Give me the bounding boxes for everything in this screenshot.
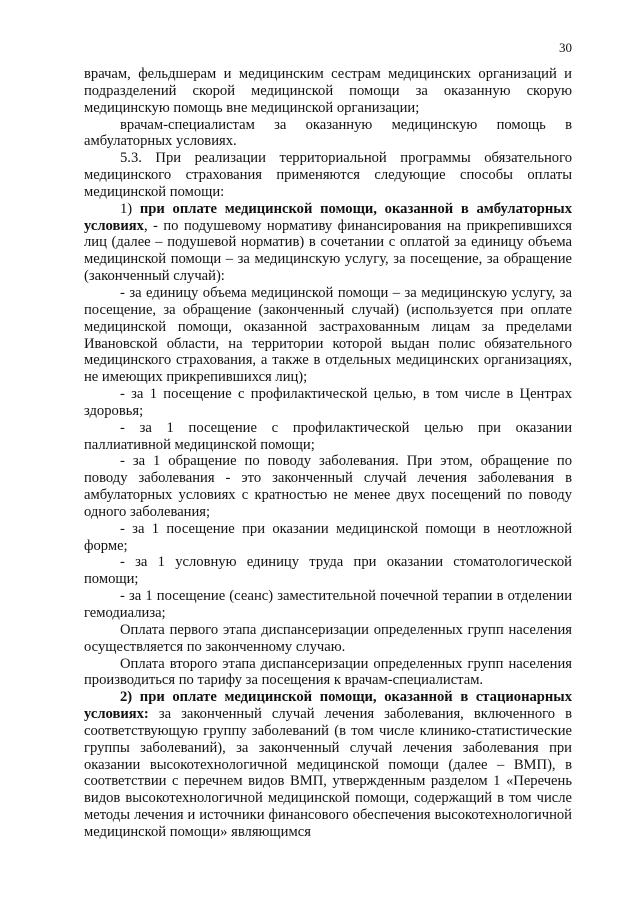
paragraph-text: врачам-специалистам за оказанную медицинскую помощь в амбулаторных условиях.	[84, 116, 572, 150]
document-body	[84, 66, 572, 841]
paragraph-outpatient-payment	[84, 201, 572, 285]
list-item-urgent-visit	[84, 521, 572, 555]
paragraph-text: - за 1 посещение с профилактической целью при оказании паллиативной медицинской помощи;	[84, 419, 572, 453]
paragraph-text: - за единицу объема медицинской помощи – за медицинскую услугу, за посещение, за обращение (законченный случай) (используется при оплате медицинской помощи, оказанной застрахованным лицам за пределами Ивановской области, на территории которой выдан полис обязательного медицинского страхования, а также в отдельных медицинских организациях, не имеющих прикрепившихся лиц);	[84, 284, 572, 386]
page-number: 30	[559, 40, 572, 55]
list-item-preventive-visit	[84, 386, 572, 420]
list-item-disease-appeal	[84, 453, 572, 520]
paragraph-text: - за 1 обращение по поводу заболевания. При этом, обращение по поводу заболевания - это законченный случай лечения заболевания в амбулаторных условиях с кратностью не менее двух посещений по поводу одного заболевания;	[84, 453, 572, 520]
paragraph-specialists	[84, 117, 572, 151]
paragraph-text: врачам, фельдшерам и медицинским сестрам медицинских организаций и подразделений скорой медицинской помощи за оказанную скорую медицинскую помощь вне медицинской организации;	[84, 66, 572, 116]
paragraph-text: Оплата второго этапа диспансеризации определенных групп населения производиться по тарифу за посещения к врачам-специалистам.	[84, 655, 572, 689]
paragraph-bold-lead: при оплате медицинской помощи, оказанной в амбулаторных условиях	[84, 200, 572, 234]
list-item-dental-unit	[84, 554, 572, 588]
paragraph-text: - за 1 условную единицу труда при оказании стоматологической помощи;	[84, 554, 572, 588]
paragraph-text: - за 1 посещение при оказании медицинской помощи в неотложной форме;	[84, 520, 572, 554]
paragraph-dispensary-stage-1	[84, 622, 572, 656]
paragraph-inpatient-payment	[84, 689, 572, 841]
paragraph-section-5-3	[84, 150, 572, 201]
paragraph-text: 5.3. При реализации территориальной программы обязательного медицинского страхования применяются следующие способы оплаты медицинской помощи:	[84, 150, 572, 200]
paragraph-text: , - по подушевому нормативу финансирования на прикрепившихся лиц (далее – подушевой норматив) в сочетании с оплатой за единицу объема медицинской помощи – за медицинскую услугу, за посещение, за обращение (законченный случай):	[84, 217, 572, 285]
paragraph-text: Оплата первого этапа диспансеризации определенных групп населения осуществляется по законченному случаю.	[84, 621, 572, 655]
list-item-hemodialysis	[84, 588, 572, 622]
paragraph-text: - за 1 посещение с профилактической целью, в том числе в Центрах здоровья;	[84, 386, 572, 419]
paragraph-payment-recipients	[84, 66, 572, 117]
list-item-unit-volume	[84, 285, 572, 386]
paragraph-prefix: 1)	[120, 200, 140, 217]
paragraph-dispensary-stage-2	[84, 656, 572, 690]
paragraph-bold-lead: 2) при оплате медицинской помощи, оказанной в стационарных условиях:	[84, 689, 572, 723]
list-item-palliative-visit	[84, 420, 572, 454]
paragraph-text: - за 1 посещение (сеанс) заместительной почечной терапии в отделении гемодиализа;	[84, 588, 572, 621]
paragraph-text: за законченный случай лечения заболевания, включенного в соответствующую группу заболеваний (в том числе клинико-статистические группы заболеваний), за законченный случай лечения заболевания при оказании высокотехнологичной медицинской помощи (далее – ВМП), в соответствии с перечнем видов ВМП, утвержденным разделом 1 «Перечень видов высокотехнологичной медицинской помощи, содержащий в том числе методы лечения и источники финансового обеспечения высокотехнологичной медицинской помощи» являющимся	[84, 706, 572, 840]
